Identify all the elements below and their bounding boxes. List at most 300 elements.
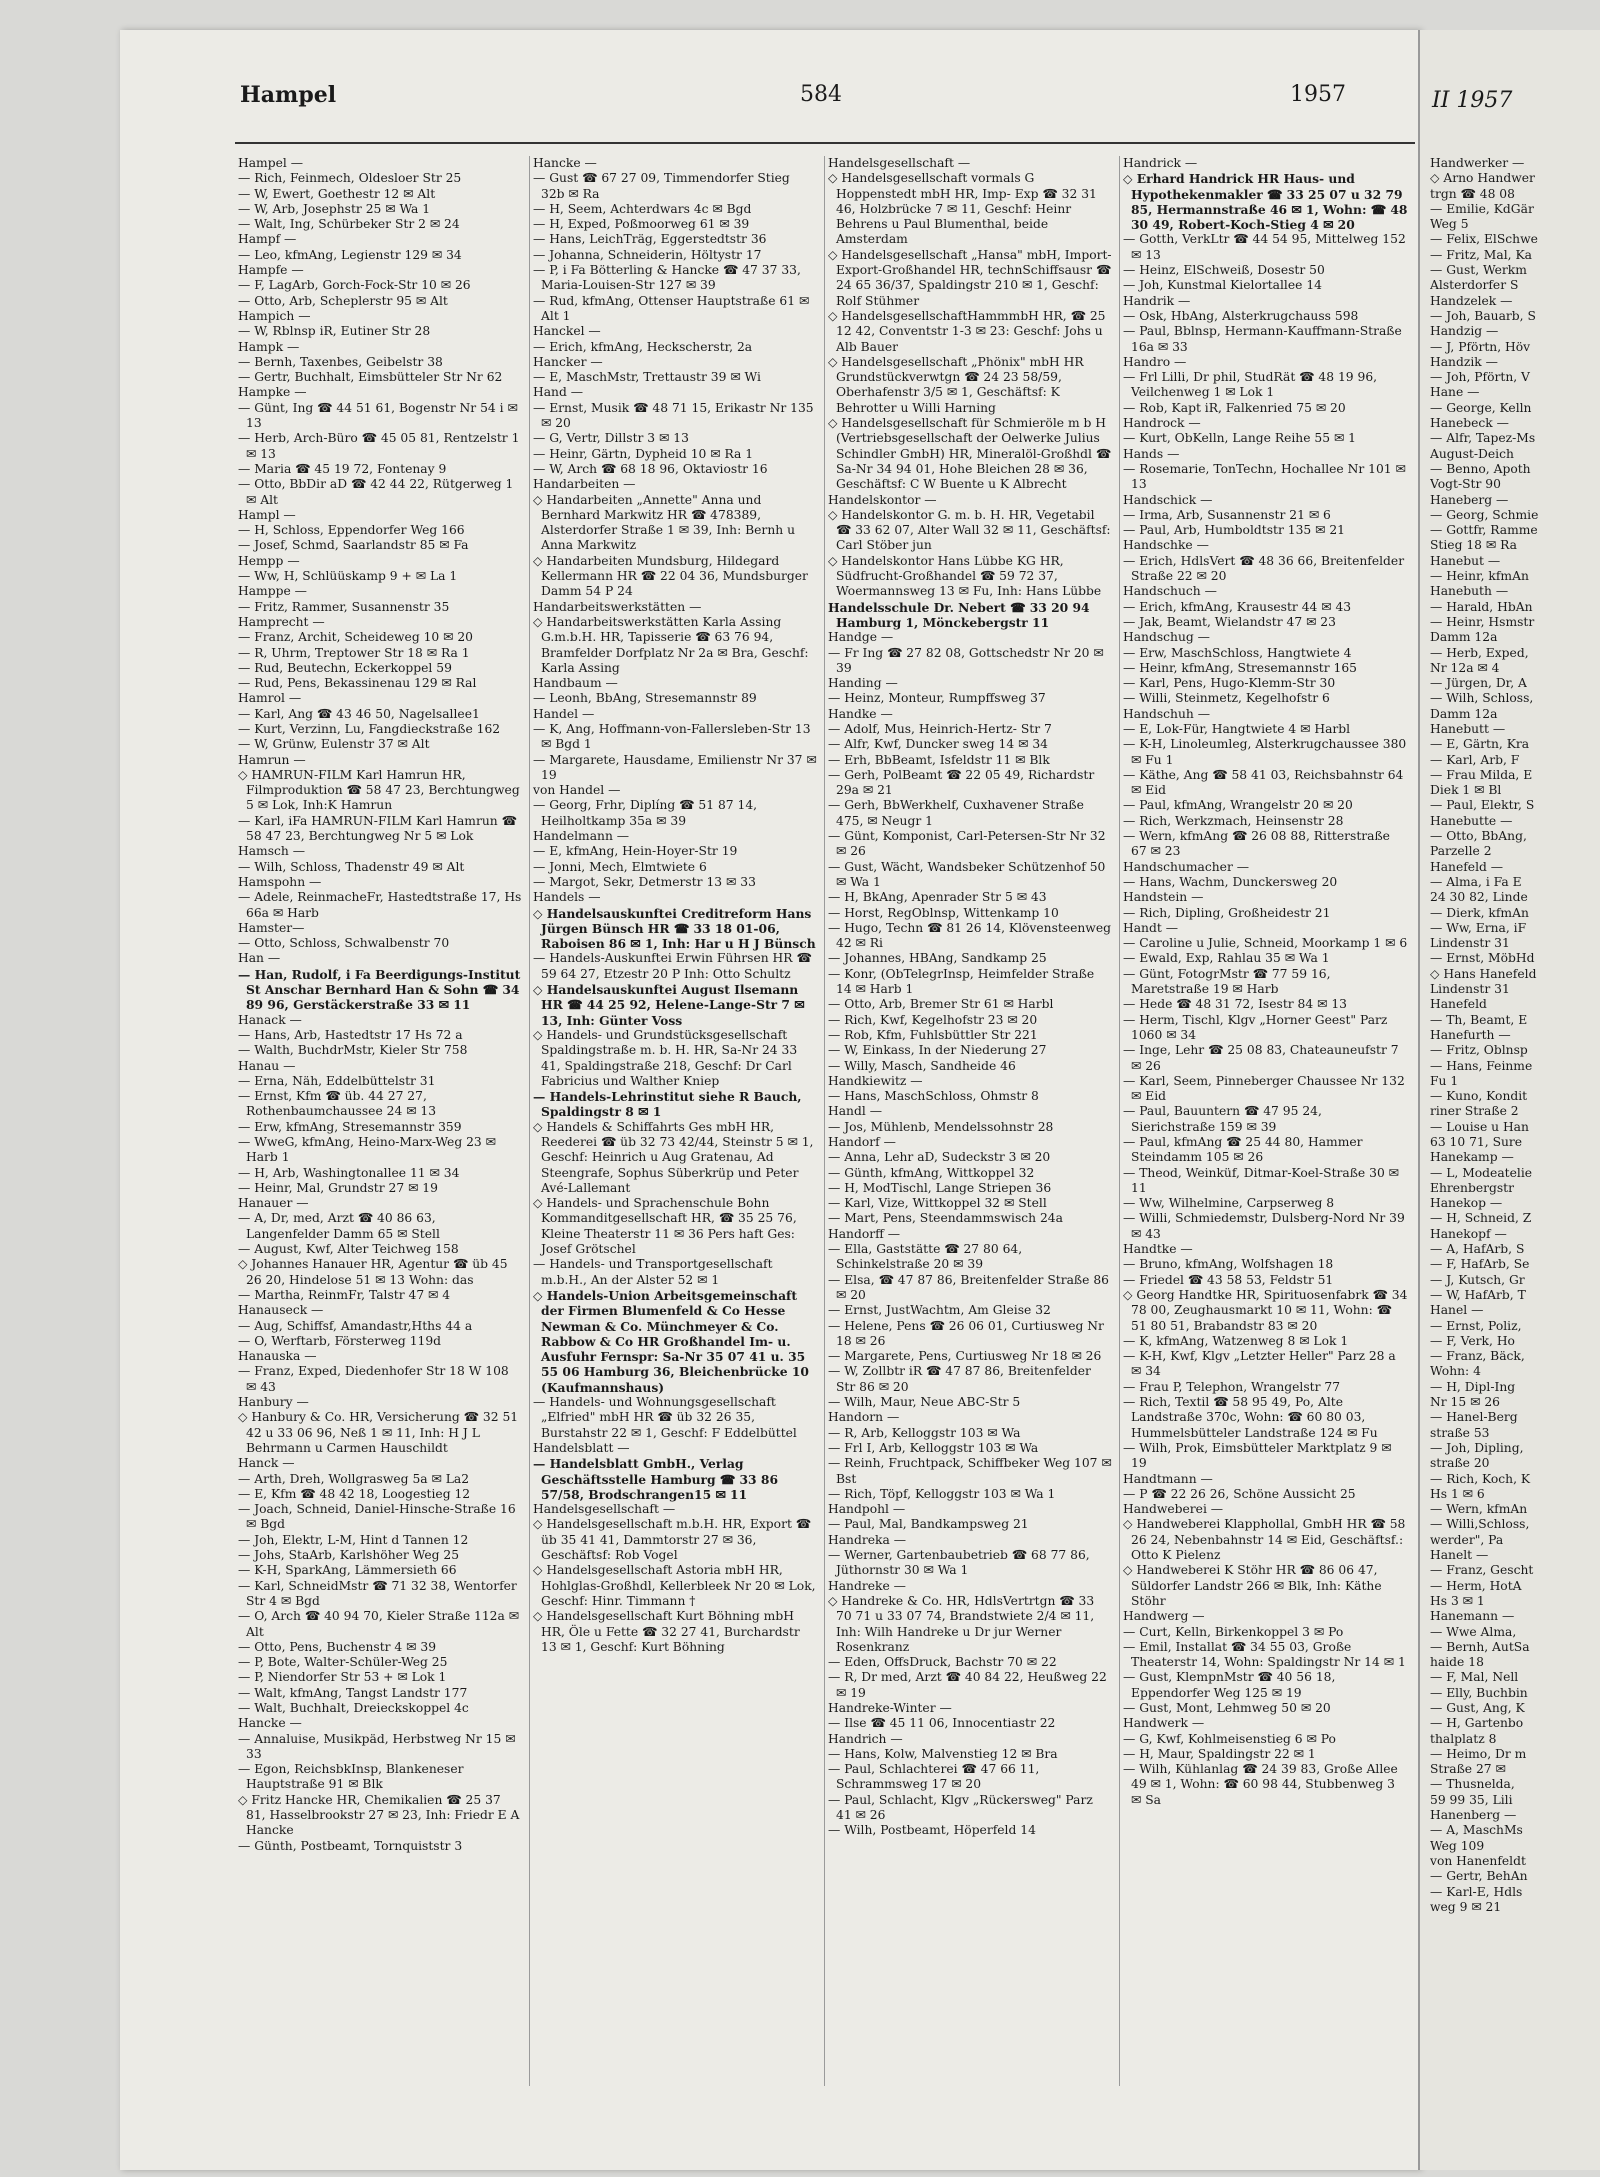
next-page-entry: — Elly, Buchbin (1430, 1685, 1528, 1700)
directory-entry: — Rud, kfmAng, Ottenser Hauptstraße 61 ✉ Alt 1 (533, 293, 810, 323)
next-page-entry: — Thusnelda, (1430, 1777, 1515, 1792)
directory-entry: Handge — (828, 630, 894, 645)
directory-entry: — O, Arch ☎ 40 94 70, Kieler Straße 112a ✉ Alt (238, 1609, 520, 1639)
directory-entry: ◇ Handelsgesellschaft Astoria mbH HR, Hohlglas-Großhdl, Kellerbleek Nr 20 ✉ Lok, Geschf: Hinr. Timmann † (533, 1563, 816, 1608)
directory-entry: Handschuh — (1123, 706, 1211, 721)
next-page-entry: — Frau Milda, E (1430, 767, 1533, 782)
header-rule (235, 142, 1415, 144)
next-page-entry: riner Straße 2 (1430, 1104, 1519, 1119)
directory-entry: — Günt, FotogrMstr ☎ 77 59 16, Maretstraße 19 ✉ Harb (1123, 966, 1331, 997)
directory-entry: — Mart, Pens, Steendammswisch 24a (828, 1211, 1063, 1226)
directory-entry: Handarbeitswerkstätten — (533, 599, 702, 614)
directory-entry: ◇ Handels-Union Arbeitsgemeinschaft der Firmen Blumenfeld & Co Hesse Newman & Co. Münchmeyer & Co. Rabbow & Co HR Großhandel Im- u. Ausfuhr Fernspr: Sa-Nr 35 07 41 u. 35 55 06 Hamburg 36, Bleichenbrücke 10 (Kaufmannshaus) (533, 1287, 809, 1395)
directory-entry: Handschuch — (1123, 584, 1217, 599)
directory-entry: — Frau P, Telephon, Wrangelstr 77 (1123, 1379, 1341, 1394)
directory-entry: Handschick — (1123, 492, 1213, 507)
directory-entry: — Otto, Schloss, Schwalbenstr 70 (238, 936, 450, 951)
directory-entry: — Konr, (ObTelegrInsp, Heimfelder Straße 14 ✉ Harb 1 (828, 966, 1095, 997)
directory-entry: — Günth, Postbeamt, Tornquiststr 3 (238, 1838, 463, 1853)
directory-entry: — Wilh, Prok, Eimsbütteler Marktplatz 9 ✉ 19 (1123, 1440, 1392, 1471)
next-page-entry: — Otto, BbAng, (1430, 829, 1527, 844)
directory-entry: Hamsch — (238, 844, 306, 859)
directory-entry: Handro — (1123, 354, 1187, 369)
directory-entry: — A, Dr, med, Arzt ☎ 40 86 63, Langenfelder Damm 65 ✉ Stell (238, 1211, 440, 1241)
directory-entry: Handrich — (828, 1731, 903, 1746)
next-page-entry: Damm 12a (1430, 706, 1498, 721)
next-page-entry: — Karl, Arb, F (1430, 752, 1520, 767)
directory-entry: — Walt, Buchhalt, Dreieckskoppel 4c (238, 1700, 469, 1715)
next-page-entry: — Benno, Apoth (1430, 461, 1531, 476)
directory-entry: — Johanna, Schneiderin, Höltystr 17 (533, 247, 762, 262)
directory-entry: — E, Kfm ☎ 48 42 18, Loogestieg 12 (238, 1486, 471, 1501)
directory-entry: — Fr Ing ☎ 27 82 08, Gottschedstr Nr 20 ✉ 39 (828, 645, 1104, 675)
directory-entry: Hanauska — (238, 1349, 317, 1364)
directory-entry: Hancke — (238, 1716, 302, 1731)
directory-entry: — Karl, Ang ☎ 43 46 50, Nagelsallee1 (238, 706, 480, 721)
next-page-entry: straße 20 (1430, 1456, 1490, 1471)
directory-entry: — Jos, Mühlenb, Mendelssohnstr 28 (828, 1119, 1054, 1134)
next-page-entry: Handzig — (1430, 324, 1499, 339)
next-page-entry: — Kuno, Kondit (1430, 1089, 1528, 1104)
directory-entry: — Johs, StaArb, Karlshöher Weg 25 (238, 1548, 460, 1563)
directory-entry: — Gust ☎ 67 27 09, Timmendorfer Stieg 32b ✉ Ra (533, 171, 790, 201)
directory-entry: — Franz, Archit, Scheideweg 10 ✉ 20 (238, 630, 474, 645)
directory-entry: — Günt, Ing ☎ 44 51 61, Bogenstr Nr 54 i ✉ 13 (238, 400, 518, 431)
directory-entry: — Fritz, Rammer, Susannenstr 35 (238, 599, 450, 614)
next-page-entry: — Jürgen, Dr, A (1430, 676, 1527, 691)
directory-entry: — Handels- und Transportgesellschaft m.b.H., An der Alster 52 ✉ 1 (533, 1257, 773, 1287)
directory-entry: — Gust, Wächt, Wandsbeker Schützenhof 50 ✉ Wa 1 (828, 859, 1106, 889)
directory-entry: ◇ HandelsgesellschaftHammmbH HR, ☎ 25 12 42, Conventstr 1-3 ✉ 23: Geschf: Johs u Alb Bauer (828, 308, 1106, 354)
directory-entry: Handreke-Winter — (828, 1700, 952, 1715)
directory-entry: — Friedel ☎ 43 58 53, Feldstr 51 (1123, 1272, 1334, 1287)
directory-entry: Hampich — (238, 308, 311, 323)
directory-entry: — Willy, Masch, Sandheide 46 (828, 1058, 1016, 1073)
next-page-entry: — Ernst, Poliz, (1430, 1318, 1522, 1333)
directory-entry: — Otto, Pens, Buchenstr 4 ✉ 39 (238, 1639, 437, 1654)
directory-entry: Hamster— (238, 920, 305, 935)
directory-entry: — Ernst, Musik ☎ 48 71 15, Erikastr Nr 135 ✉ 20 (533, 400, 814, 431)
directory-entry: — E, Lok-Für, Hangtwiete 4 ✉ Harbl (1123, 721, 1351, 736)
directory-entry: — Rob, Kfm, Fuhlsbüttler Str 221 (828, 1027, 1038, 1042)
directory-entry: Handstein — (1123, 890, 1204, 905)
next-page-header: II 1957 (1432, 88, 1513, 113)
next-page-entry: Nr 15 ✉ 26 (1430, 1395, 1500, 1410)
directory-entry: Hampl — (238, 507, 296, 522)
directory-entry: ◇ Johannes Hanauer HR, Agentur ☎ üb 45 26 20, Hindelose 51 ✉ 13 Wohn: das (238, 1257, 508, 1287)
directory-entry: — Maria ☎ 45 19 72, Fontenay 9 (238, 461, 447, 476)
directory-entry: — Leonh, BbAng, Stresemannstr 89 (533, 691, 757, 706)
directory-entry: — Han, Rudolf, i Fa Beerdigungs-Institut St Anschar Bernhard Han & Sohn ☎ 34 89 96, Gerstäckerstraße 33 ✉ 11 (238, 966, 521, 1013)
directory-columns (235, 156, 1415, 2086)
directory-entry: — Franz, Exped, Diedenhofer Str 18 W 108 ✉ 43 (238, 1364, 509, 1394)
directory-entry: — Rich, Werkzmach, Heinsenstr 28 (1123, 813, 1344, 828)
directory-entry: ◇ Handels & Schiffahrts Ges mbH HR, Reederei ☎ üb 32 73 42/44, Steinstr 5 ✉ 1, Geschf: Heinrich u Aug Gratenau, Ad Steengrafe, Sophus Süberkrüp und Peter Avé-Lallemant (533, 1119, 814, 1195)
next-page-entry: Ehrenbergstr (1430, 1180, 1515, 1195)
directory-entry: — Joh, Elektr, L-M, Hint d Tannen 12 (238, 1532, 469, 1547)
next-page-entry: Hanebutte — (1430, 813, 1513, 828)
directory-entry: Handpohl — (828, 1502, 906, 1517)
directory-entry: — W, Grünw, Eulenstr 37 ✉ Alt (238, 737, 430, 752)
next-page-entry: — Ww, Erna, iF (1430, 920, 1527, 935)
next-page-entry: — L, Modeatelie (1430, 1165, 1533, 1180)
directory-entry: — Käthe, Ang ☎ 58 41 03, Reichsbahnstr 64 ✉ Eid (1123, 767, 1404, 798)
directory-entry: — K, Ang, Hoffmann-von-Fallersleben-Str 13 ✉ Bgd 1 (533, 721, 811, 752)
directory-entry: — P, i Fa Bötterling & Hancke ☎ 47 37 33, Maria-Louisen-Str 127 ✉ 39 (533, 263, 801, 293)
page-year: 1957 (1290, 82, 1346, 107)
directory-entry: Handel — (533, 706, 595, 721)
directory-entry: — Wilh, Kühlanlag ☎ 24 39 83, Große Allee 49 ✉ 1, Wohn: ☎ 60 98 44, Stubbenweg 3 ✉ Sa (1123, 1762, 1398, 1807)
directory-entry: — Margarete, Hausdame, Emilienstr Nr 37 ✉ 19 (533, 752, 817, 782)
next-page-entry: Hanekop — (1430, 1196, 1503, 1211)
next-page-entry: — Joh, Pförtn, V (1430, 370, 1530, 385)
next-page-entry: — W, HafArb, T (1430, 1287, 1526, 1302)
page-number: 584 (800, 82, 842, 107)
directory-entry: — G, Vertr, Dillstr 3 ✉ 13 (533, 431, 689, 446)
directory-entry: Handschug — (1123, 630, 1210, 645)
directory-entry: Hampel — (238, 156, 304, 170)
directory-entry: — H, ModTischl, Lange Striepen 36 (828, 1180, 1052, 1195)
directory-entry: — Aug, Schiffsf, Amandastr,Hths 44 a (238, 1318, 473, 1333)
directory-entry: — Margarete, Pens, Curtiusweg Nr 18 ✉ 26 (828, 1349, 1102, 1364)
directory-entry: Handt — (1123, 920, 1178, 935)
next-page-entry: Handwerker — (1430, 156, 1525, 170)
directory-entry: — Hugo, Techn ☎ 81 26 14, Klövensteenweg 42 ✉ Ri (828, 920, 1111, 951)
directory-entry: Handelmann — (533, 829, 630, 844)
directory-entry: ◇ Handelskontor Hans Lübbe KG HR, Südfrucht-Großhandel ☎ 59 72 37, Woermannsweg 13 ✉ Fu, Inh: Hans Lübbe (828, 553, 1102, 599)
directory-entry: — Erw, kfmAng, Stresemannstr 359 (238, 1119, 462, 1134)
directory-entry: — Bernh, Taxenbes, Geibelstr 38 (238, 354, 443, 369)
directory-entry: — Paul, kfmAng, Wrangelstr 20 ✉ 20 (1123, 798, 1353, 813)
directory-entry: — Ilse ☎ 45 11 06, Innocentiastr 22 (828, 1716, 1056, 1731)
next-page-entry: Hanebut — (1430, 553, 1501, 568)
directory-entry: — Karl, iFa HAMRUN-FILM Karl Hamrun ☎ 58 47 23, Berchtungweg Nr 5 ✉ Lok (238, 813, 517, 844)
directory-entry: — Eden, OffsDruck, Bachstr 70 ✉ 22 (828, 1655, 1057, 1670)
directory-entry: — Bruno, kfmAng, Wolfshagen 18 (1123, 1257, 1334, 1272)
directory-entry: ◇ Handelsgesellschaft Kurt Böhning mbH HR, Öle u Fette ☎ 32 27 41, Burchardstr 13 ✉ 1, Geschf: Kurt Böhning (533, 1609, 800, 1654)
directory-entry: — Otto, Arb, Scheplerstr 95 ✉ Alt (238, 293, 448, 308)
directory-entry: ◇ Handelsgesellschaft vormals G Hoppenstedt mbH HR, Imp- Exp ☎ 32 31 46, Holzbrücke 7 ✉ 11, Geschf: Heinr Behrens u Paul Blumenthal, beide Amsterdam (828, 171, 1097, 247)
directory-entry: Handelsgesellschaft — (533, 1502, 676, 1517)
directory-entry: — Annaluise, Musikpäd, Herbstweg Nr 15 ✉ 33 (238, 1731, 516, 1761)
directory-entry: — Heinr, Gärtn, Dypheid 10 ✉ Ra 1 (533, 446, 754, 461)
directory-entry: — Rich, Dipling, Großheidestr 21 (1123, 905, 1331, 920)
next-page-entry: — Wilh, Schloss, (1430, 691, 1534, 706)
directory-entry: — Karl, Pens, Hugo-Klemm-Str 30 (1123, 676, 1336, 691)
directory-entry: — Karl, Seem, Pinneberger Chaussee Nr 132 ✉ Eid (1123, 1073, 1405, 1104)
directory-entry: — P, Bote, Walter-Schüler-Weg 25 (238, 1655, 448, 1670)
directory-entry: — Paul, Bblnsp, Hermann-Kauffmann-Straße 16a ✉ 33 (1123, 324, 1402, 354)
directory-entry: — W, Einkass, In der Niederung 27 (828, 1043, 1047, 1058)
directory-entry: — Frl Lilli, Dr phil, StudRät ☎ 48 19 96, Veilchenweg 1 ✉ Lok 1 (1123, 370, 1378, 400)
directory-entry: — Jonni, Mech, Elmtwiete 6 (533, 859, 707, 874)
directory-entry: Hanauer — (238, 1196, 309, 1211)
directory-entry: — Handels-Lehrinstitut siehe R Bauch, Spaldingstr 8 ✉ 1 (533, 1089, 802, 1120)
directory-entry: — Erich, HdlsVert ☎ 48 36 66, Breitenfelder Straße 22 ✉ 20 (1123, 553, 1405, 584)
directory-entry: Hamspohn — (238, 874, 322, 889)
directory-entry: — Kurt, Verzinn, Lu, Fangdieckstraße 162 (238, 721, 501, 736)
directory-entry: Hampfe — (238, 263, 304, 278)
next-page-entry: Hanefurth — (1430, 1027, 1511, 1042)
directory-entry: — Handelsblatt GmbH., Verlag Geschäftsstelle Hamburg ☎ 33 86 57/58, Brodschrangen15 ✉ 11 (533, 1456, 779, 1502)
column-4 (1120, 156, 1415, 2086)
directory-entry: — Herm, Tischl, Klgv „Horner Geest" Parz 1060 ✉ 34 (1123, 1012, 1388, 1042)
next-page-entry: Damm 12a (1430, 630, 1498, 645)
next-page-entry: straße 53 (1430, 1425, 1490, 1440)
next-page-entry: Nr 12a ✉ 4 (1430, 660, 1500, 675)
directory-entry: — R, Uhrm, Treptower Str 18 ✉ Ra 1 (238, 645, 470, 660)
next-page-entry: haide 18 (1430, 1655, 1484, 1670)
directory-entry: ◇ Handarbeitswerkstätten Karla Assing G.m.b.H. HR, Tapisserie ☎ 63 76 94, Bramfelder Dorfplatz Nr 2a ✉ Bra, Geschf: Karla Assing (533, 614, 809, 675)
directory-entry: Handschke — (1123, 538, 1209, 553)
directory-entry: — Rud, Beutechn, Eckerkoppel 59 (238, 660, 452, 675)
directory-entry: ◇ Handelsauskunftei Creditreform Hans Jürgen Bünsch HR ☎ 33 18 01-06, Raboisen 86 ✉ 1, Inh: Har u H J Bünsch (533, 905, 816, 952)
directory-entry: — Heinr, Mal, Grundstr 27 ✉ 19 (238, 1180, 438, 1195)
directory-entry: Handorn — (828, 1410, 900, 1425)
page-header (120, 82, 1420, 122)
directory-entry: — Hans, MaschSchloss, Ohmstr 8 (828, 1089, 1039, 1104)
directory-entry: ◇ Handweberei Klapphollal, GmbH HR ☎ 58 26 24, Nebenbahnstr 14 ✉ Eid, Geschäftsf.: Otto K Pielenz (1123, 1517, 1406, 1563)
directory-entry: — Günt, Komponist, Carl-Petersen-Str Nr 32 ✉ 26 (828, 829, 1106, 859)
next-page-entry: Weg 109 (1430, 1838, 1485, 1853)
next-page-entry: — Bernh, AutSa (1430, 1639, 1530, 1654)
next-page-entry: — Georg, Schmie (1430, 507, 1539, 522)
directory-entry: — Hans, Kolw, Malvenstieg 12 ✉ Bra (828, 1746, 1058, 1761)
next-page-entry: ◇ Arno Handwer (1430, 171, 1535, 186)
directory-entry: — Inge, Lehr ☎ 25 08 83, Chateauneufstr 7 ✉ 26 (1123, 1043, 1399, 1073)
directory-entry: — Kurt, ObKelln, Lange Reihe 55 ✉ 1 (1123, 431, 1357, 446)
directory-entry: Hancker — (533, 354, 603, 369)
next-page-entry: — Rich, Koch, K (1430, 1471, 1531, 1486)
directory-entry: — Walth, BuchdrMstr, Kieler Str 758 (238, 1043, 468, 1058)
next-page-entry: — Hanel-Berg (1430, 1410, 1518, 1425)
directory-entry: ◇ Handelsgesellschaft „Phönix" mbH HR Grundstückverwtgn ☎ 24 23 58/59, Oberhafenstr 3/5 ✉ 1, Geschäftsf: K Behrotter u Willi Harning (828, 354, 1084, 415)
next-page-entry: — Ernst, MöbHd (1430, 951, 1535, 966)
directory-entry: Hanbury — (238, 1395, 309, 1410)
next-page-entry: — Heimo, Dr m (1430, 1746, 1527, 1761)
directory-entry: — Gerh, BbWerkhelf, Cuxhavener Straße 475, ✉ Neugr 1 (828, 798, 1084, 828)
running-head-name: Hampel (240, 82, 337, 108)
directory-entry: — Hans, Arb, Hastedtstr 17 Hs 72 a (238, 1027, 463, 1042)
directory-entry: Hampk — (238, 339, 300, 354)
directory-entry: — Rob, Kapt iR, Falkenried 75 ✉ 20 (1123, 400, 1346, 415)
directory-entry: — Karl, Vize, Wittkoppel 32 ✉ Stell (828, 1196, 1047, 1211)
directory-entry: — K-H, Linoleumleg, Alsterkrugchaussee 380 ✉ Fu 1 (1123, 737, 1407, 767)
next-page-entry: Hs 3 ✉ 1 (1430, 1593, 1485, 1608)
next-page-entry: — Joh, Dipling, (1430, 1440, 1524, 1455)
column-3 (825, 156, 1120, 2086)
next-page-entry: Stieg 18 ✉ Ra (1430, 538, 1517, 553)
next-page-entry: — Paul, Elektr, S (1430, 798, 1535, 813)
directory-entry: — Rich, Kwf, Kegelhofstr 23 ✉ 20 (828, 1012, 1038, 1027)
next-page-entry: Hanefeld (1430, 997, 1487, 1012)
next-page-entry: — Fritz, Mal, Ka (1430, 247, 1532, 262)
directory-entry: — H, Arb, Washingtonallee 11 ✉ 34 (238, 1165, 460, 1180)
directory-entry: Handl — (828, 1104, 882, 1119)
next-page-entry: von Hanenfeldt (1430, 1853, 1526, 1868)
directory-entry: ◇ Handarbeiten „Annette" Anna und Bernhard Markwitz HR ☎ 478389, Alsterdorfer Straße 1 ✉ 39, Inh: Bernh u Anna Markwitz (533, 492, 795, 553)
directory-entry: — Karl, SchneidMstr ☎ 71 32 38, Wentorfer Str 4 ✉ Bgd (238, 1578, 517, 1608)
directory-entry: Hampke — (238, 385, 307, 400)
directory-entry: Handelskontor — (828, 492, 937, 507)
directory-entry: Handorf — (828, 1135, 896, 1149)
directory-entry: — Gust, KlempnMstr ☎ 40 56 18, Eppendorfer Weg 125 ✉ 19 (1123, 1670, 1336, 1700)
directory-entry: — Margot, Sekr, Detmerstr 13 ✉ 33 (533, 874, 756, 889)
next-page-entry: Straße 27 ✉ (1430, 1762, 1506, 1777)
column-2 (530, 156, 825, 2086)
directory-entry: — Wilh, Maur, Neue ABC-Str 5 (828, 1395, 1021, 1410)
directory-entry: ◇ Georg Handtke HR, Spirituosenfabrk ☎ 34 78 00, Zeughausmarkt 10 ✉ 11, Wohn: ☎ 51 80 51, Brabandstr 83 ✉ 20 (1123, 1287, 1408, 1333)
directory-entry: — Walt, Ing, Schürbeker Str 2 ✉ 24 (238, 217, 460, 232)
directory-entry: Hanack — (238, 1012, 302, 1027)
next-page-entry: Wohn: 4 (1430, 1364, 1481, 1379)
directory-entry: — G, Kwf, Kohlmeisenstieg 6 ✉ Po (1123, 1731, 1336, 1746)
directory-entry: ◇ Fritz Hancke HR, Chemikalien ☎ 25 37 81, Hasselbrookstr 27 ✉ 23, Inh: Friedr E A Hancke (238, 1792, 520, 1838)
directory-entry: — Rud, Pens, Bekassinenau 129 ✉ Ral (238, 676, 477, 691)
directory-entry: Hamppe — (238, 584, 307, 599)
column-1 (235, 156, 530, 2086)
directory-entry: — Adolf, Mus, Heinrich-Hertz- Str 7 (828, 721, 1052, 736)
next-page-entry: — F, Mal, Nell (1430, 1670, 1519, 1685)
next-page-entry: — Fritz, Oblnsp (1430, 1043, 1528, 1058)
next-page-entry: Parzelle 2 (1430, 844, 1492, 859)
directory-entry: Hancke — (533, 156, 597, 170)
next-page-entry: 63 10 71, Sure (1430, 1135, 1523, 1149)
directory-entry: — P, Niendorfer Str 53 + ✉ Lok 1 (238, 1670, 447, 1685)
directory-entry: — H, BkAng, Apenrader Str 5 ✉ 43 (828, 890, 1047, 905)
directory-entry: — Adele, ReinmacheFr, Hastedtstraße 17, Hs 66a ✉ Harb (238, 890, 522, 920)
next-page-entry: Haneberg — (1430, 492, 1509, 507)
next-page-entry: Hanel — (1430, 1303, 1484, 1318)
directory-entry: ◇ Handreke & Co. HR, HdlsVertrtgn ☎ 33 70 71 u 33 07 74, Brandstwiete 2/4 ✉ 11, Inh: Wilh Handreke u Dr jur Werner Rosenkranz (828, 1593, 1095, 1654)
directory-entry: Handwerg — (1123, 1609, 1205, 1624)
directory-entry: — Gotth, VerkLtr ☎ 44 54 95, Mittelweg 152 ✉ 13 (1123, 232, 1406, 262)
directory-entry: — Osk, HbAng, Alsterkrugchauss 598 (1123, 308, 1359, 323)
directory-entry: — K-H, SparkAng, Lämmersieth 66 (238, 1563, 457, 1578)
next-page-entry: — H, Gartenbo (1430, 1716, 1524, 1731)
directory-entry: Hamrun — (238, 752, 306, 767)
directory-entry: Hand — (533, 385, 584, 400)
next-page-entry: — Heinr, Hsmstr (1430, 614, 1535, 629)
next-page-entry: — A, HafArb, S (1430, 1242, 1525, 1257)
directory-entry: — Erh, BbBeamt, Isfeldstr 11 ✉ Blk (828, 752, 1050, 767)
directory-entry: — Herb, Arch-Büro ☎ 45 05 81, Rentzelstr 1 ✉ 13 (238, 431, 520, 461)
directory-entry: — Ernst, JustWachtm, Am Gleise 32 (828, 1303, 1051, 1318)
directory-entry: — Paul, Arb, Humboldtstr 135 ✉ 21 (1123, 523, 1345, 538)
next-page-entry: — H, Dipl-Ing (1430, 1379, 1516, 1394)
directory-entry: Hanck — (238, 1456, 295, 1471)
next-page-entry: Lindenstr 31 (1430, 936, 1510, 951)
next-page-entry: trgn ☎ 48 08 (1430, 186, 1515, 201)
directory-entry: — Hans, LeichTräg, Eggerstedtstr 36 (533, 232, 767, 247)
directory-entry: ◇ Handelsgesellschaft m.b.H. HR, Export ☎ üb 35 41 41, Dammtorstr 27 ✉ 36, Geschäftsf: Rob Vogel (533, 1517, 812, 1563)
next-page-column (1430, 156, 1600, 2086)
next-page-entry: Lindenstr 31 (1430, 982, 1510, 997)
directory-entry: — Paul, Schlachterei ☎ 47 66 11, Schrammsweg 17 ✉ 20 (828, 1762, 1040, 1792)
directory-entry: — F, LagArb, Gorch-Fock-Str 10 ✉ 26 (238, 278, 471, 293)
directory-entry: — Erich, kfmAng, Krausestr 44 ✉ 43 (1123, 599, 1352, 614)
directory-entry: — H, Exped, Poßmoorweg 61 ✉ 39 (533, 217, 750, 232)
directory-entry: Handing — (828, 676, 898, 691)
directory-entry: Handreka — (828, 1532, 906, 1547)
directory-entry: — Jak, Beamt, Wielandstr 47 ✉ 23 (1123, 614, 1336, 629)
directory-entry: — Walt, kfmAng, Tangst Landstr 177 (238, 1685, 468, 1700)
directory-entry: von Handel — (533, 783, 621, 798)
next-page-entry: 59 99 35, Lili (1430, 1792, 1513, 1807)
directory-entry: Handrik — (1123, 293, 1191, 308)
directory-entry: Handtke — (1123, 1242, 1193, 1257)
directory-entry: — Willi, Steinmetz, Kegelhofstr 6 (1123, 691, 1330, 706)
directory-entry: — E, kfmAng, Hein-Hoyer-Str 19 (533, 844, 738, 859)
next-page-entry: Hane — (1430, 385, 1480, 400)
directory-entry: — Horst, RegOblnsp, Wittenkamp 10 (828, 905, 1059, 920)
next-page-entry: — George, Kelln (1430, 400, 1532, 415)
next-page-entry: — A, MaschMs (1430, 1823, 1523, 1838)
directory-entry: — Heinr, kfmAng, Stresemannstr 165 (1123, 660, 1358, 675)
directory-entry: Handelsschule Dr. Nebert ☎ 33 20 94 Hamburg 1, Mönckebergstr 11 (828, 599, 1090, 630)
next-page-entry: — Dierk, kfmAn (1430, 905, 1529, 920)
directory-entry: ◇ Handels- und Grundstücksgesellschaft Spaldingstraße m. b. H. HR, Sa-Nr 24 33 41, Spaldingstraße 218, Geschf: Dr Carl Fabricius und Walther Kniep (533, 1027, 798, 1088)
directory-entry: — Theod, Weinküf, Ditmar-Koel-Straße 30 ✉ 11 (1123, 1165, 1399, 1195)
next-page-entry: Handzelek — (1430, 293, 1513, 308)
directory-entry: — Emil, Installat ☎ 34 55 03, Große Theaterstr 14, Wohn: Spaldingstr Nr 14 ✉ 1 (1123, 1639, 1406, 1670)
directory-entry: — Willi, Schmiedemstr, Dulsberg-Nord Nr 39 ✉ 43 (1123, 1211, 1405, 1241)
directory-entry: — Hans, Wachm, Dunckersweg 20 (1123, 874, 1338, 889)
directory-entry: — Hede ☎ 48 31 72, Isestr 84 ✉ 13 (1123, 997, 1347, 1012)
next-page-entry: — Karl-E, Hdls (1430, 1884, 1523, 1899)
directory-entry: — Frl I, Arb, Kelloggstr 103 ✉ Wa (828, 1440, 1039, 1455)
next-page-entry: Hanelt — (1430, 1548, 1489, 1563)
next-page-entry: — Heinr, kfmAn (1430, 569, 1529, 584)
next-page-entry: Vogt-Str 90 (1430, 477, 1501, 492)
directory-entry: Hamrol — (238, 691, 302, 706)
directory-entry: Handelsblatt — (533, 1440, 630, 1455)
next-page-entry: — Gust, Werkm (1430, 263, 1527, 278)
directory-entry: — W, Arb, Josephstr 25 ✉ Wa 1 (238, 201, 431, 216)
next-page-entry: — Franz, Bäck, (1430, 1349, 1525, 1364)
next-page-entry: werder", Pa (1430, 1532, 1504, 1547)
directory-entry: — Paul, kfmAng ☎ 25 44 80, Hammer Steindamm 105 ✉ 26 (1123, 1135, 1363, 1165)
directory-entry: — Handels-Auskunftei Erwin Führsen HR ☎ 59 64 27, Etzestr 20 P Inh: Otto Schultz (533, 951, 812, 981)
directory-entry: — WweG, kfmAng, Heino-Marx-Weg 23 ✉ Harb 1 (238, 1135, 496, 1165)
directory-entry: — Ella, Gaststätte ☎ 27 80 64, Schinkelstraße 20 ✉ 39 (828, 1242, 1023, 1272)
directory-entry: — Johannes, HBAng, Sandkamp 25 (828, 951, 1047, 966)
directory-entry: Handrock — (1123, 416, 1201, 431)
next-page-entry: weg 9 ✉ 21 (1430, 1899, 1502, 1914)
directory-entry: — Elsa, ☎ 47 87 86, Breitenfelder Straße 86 ✉ 20 (828, 1272, 1109, 1302)
directory-entry: Handwerk — (1123, 1716, 1205, 1731)
directory-entry: — Rich, Feinmech, Oldesloer Str 25 (238, 171, 462, 186)
next-page-entry: — F, Verk, Ho (1430, 1333, 1515, 1348)
directory-entry: — Heinz, ElSchweiß, Dosestr 50 (1123, 263, 1325, 278)
directory-entry: ◇ Handelsauskunftei August Ilsemann HR ☎ 44 25 92, Helene-Lange-Str 7 ✉ 13, Inh: Günter Voss (533, 982, 805, 1028)
directory-entry: — O, Werftarb, Försterweg 119d (238, 1333, 442, 1348)
directory-entry: — Gertr, Buchhalt, Eimsbütteler Str Nr 62 (238, 370, 503, 385)
directory-entry: ◇ HAMRUN-FILM Karl Hamrun HR, Filmproduktion ☎ 58 47 23, Berchtungweg 5 ✉ Lok, Inh:K Hamrun (238, 767, 520, 813)
directory-entry: — K-H, Kwf, Klgv „Letzter Heller" Parz 28 a ✉ 34 (1123, 1349, 1396, 1379)
directory-entry: — Gust, Mont, Lehmweg 50 ✉ 20 (1123, 1700, 1331, 1715)
next-page-entry: — Gertr, BehAn (1430, 1869, 1528, 1884)
directory-entry: Handreke — (828, 1578, 906, 1593)
directory-entry: Hampf — (238, 232, 297, 247)
directory-entry: — P ☎ 22 26 26, Schöne Aussicht 25 (1123, 1486, 1356, 1501)
next-page-entry: ◇ Hans Hanefeld (1430, 966, 1537, 981)
directory-entry: Handbaum — (533, 676, 618, 691)
directory-entry: — W, Zollbtr iR ☎ 47 87 86, Breitenfelder Str 86 ✉ 20 (828, 1364, 1091, 1394)
next-page-entry: — Alma, i Fa E (1430, 874, 1522, 889)
directory-entry: — Joh, Kunstmal Kielortallee 14 (1123, 278, 1322, 293)
directory-entry: Handtmann — (1123, 1471, 1213, 1486)
